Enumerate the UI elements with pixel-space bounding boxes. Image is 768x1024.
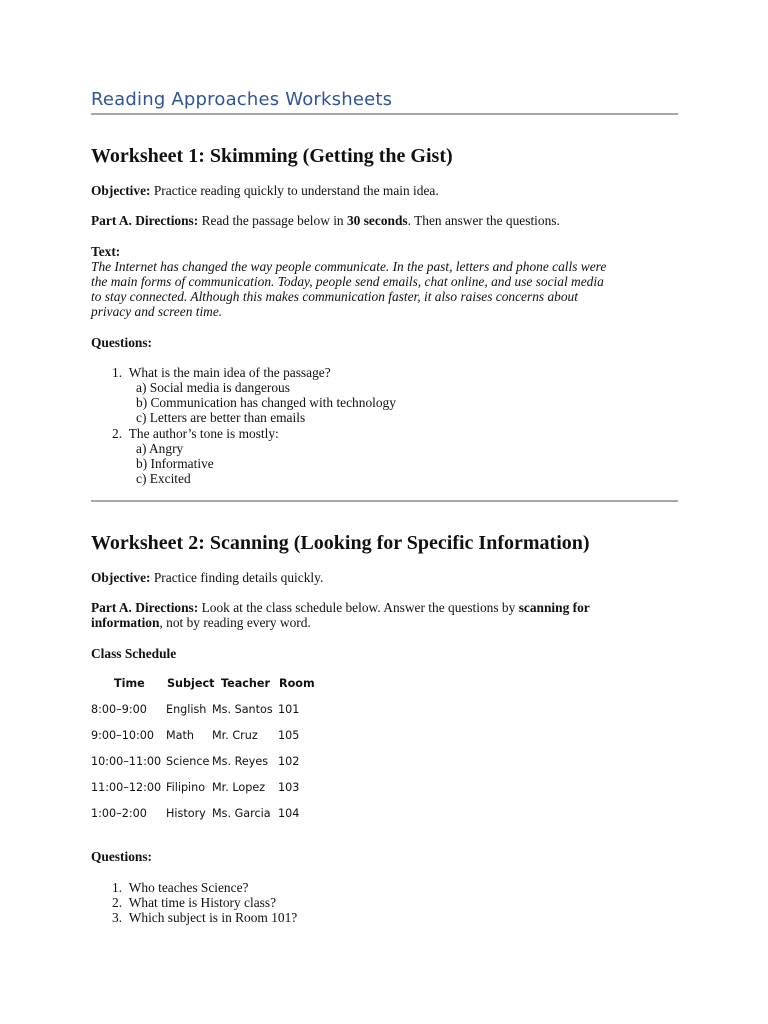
table-cell-room: 104 (278, 807, 300, 820)
table-cell-room: 101 (278, 703, 300, 716)
table-cell-teacher: Ms. Santos (212, 703, 273, 716)
objective-label: Objective: (91, 570, 151, 585)
question-2-option-a: a) Angry (136, 441, 184, 456)
question-1-option-a: a) Social media is dangerous (136, 380, 290, 395)
question-1 (112, 365, 331, 380)
table-cell-subject: English (166, 703, 207, 716)
table-header-teacher: Teacher (221, 677, 270, 690)
table-cell-time: 11:00–12:00 (91, 781, 162, 794)
table-header-room: Room (279, 677, 315, 690)
worksheet-2-heading: Worksheet 2: Scanning (Looking for Specific Information) (91, 532, 590, 554)
question-2 (112, 895, 276, 910)
objective-text: Practice reading quickly to understand the main idea. (150, 183, 439, 198)
question-number: 1. (112, 880, 123, 895)
schedule-label-row (91, 646, 678, 661)
table-cell-teacher: Mr. Cruz (212, 729, 258, 742)
question-text: The author’s tone is mostly: (128, 426, 279, 441)
table-cell-teacher: Mr. Lopez (212, 781, 266, 794)
section-divider (91, 500, 678, 502)
directions-emphasis: 30 seconds (346, 213, 408, 228)
table-cell-time: 1:00–2:00 (91, 807, 147, 820)
directions-text-end: . Then answer the questions. (407, 213, 560, 228)
question-1-option-c: c) Letters are better than emails (136, 410, 306, 425)
directions-label: Part A. Directions: (91, 213, 199, 228)
passage-line: the main forms of communication. Today, people send emails, chat online, and use social media (91, 274, 604, 289)
table-cell-subject: Filipino (166, 781, 206, 794)
table-cell-subject: History (166, 807, 206, 820)
title-divider (91, 113, 678, 115)
question-text: What time is History class? (128, 895, 277, 910)
directions-label: Part A. Directions: (91, 600, 199, 615)
worksheet-1-objective (91, 183, 678, 198)
question-text: Which subject is in Room 101? (128, 910, 298, 925)
passage-line: to stay connected. Although this makes communication faster, it also raises concerns about (91, 289, 578, 304)
table-cell-subject: Math (166, 729, 194, 742)
directions-text-end: , not by reading every word. (159, 615, 311, 630)
question-1-option-b: b) Communication has changed with technology (136, 395, 396, 410)
question-number: 2. (112, 895, 123, 910)
directions-emphasis-2: information (91, 615, 160, 630)
question-number: 3. (112, 910, 123, 925)
question-2-option-c: c) Excited (136, 471, 191, 486)
question-2 (112, 426, 279, 441)
question-3 (112, 910, 297, 925)
table-cell-room: 103 (278, 781, 300, 794)
passage-line: privacy and screen time. (91, 304, 223, 319)
table-header-subject: Subject (167, 677, 215, 690)
table-cell-time: 10:00–11:00 (91, 755, 162, 768)
worksheet-2-directions (91, 600, 678, 630)
text-label: Text: (91, 244, 121, 259)
table-cell-time: 8:00–9:00 (91, 703, 147, 716)
schedule-label: Class Schedule (91, 646, 177, 661)
table-cell-subject: Science (166, 755, 210, 768)
worksheet-1-directions (91, 213, 678, 228)
question-text: Who teaches Science? (128, 880, 249, 895)
table-cell-teacher: Ms. Garcia (212, 807, 271, 820)
table-header-time: Time (114, 677, 145, 690)
table-cell-time: 9:00–10:00 (91, 729, 154, 742)
directions-emphasis: scanning for (518, 600, 590, 615)
table-cell-room: 105 (278, 729, 300, 742)
question-number: 1. (112, 365, 123, 380)
worksheet-2-objective (91, 570, 678, 585)
directions-text: Read the passage below in (198, 213, 347, 228)
passage-line: The Internet has changed the way people communicate. In the past, letters and phone calls were (91, 259, 607, 274)
table-cell-teacher: Ms. Reyes (212, 755, 269, 768)
worksheet-1-questions-label (91, 335, 678, 350)
directions-text: Look at the class schedule below. Answer the questions by (198, 600, 519, 615)
worksheet-2-questions-label (91, 849, 678, 864)
worksheet-1-text-label (91, 244, 678, 259)
objective-text: Practice finding details quickly. (150, 570, 324, 585)
questions-label: Questions: (91, 849, 153, 864)
question-number: 2. (112, 426, 123, 441)
document-title: Reading Approaches Worksheets (91, 89, 393, 110)
objective-label: Objective: (91, 183, 151, 198)
questions-label: Questions: (91, 335, 153, 350)
table-cell-room: 102 (278, 755, 300, 768)
question-2-option-b: b) Informative (136, 456, 214, 471)
question-text: What is the main idea of the passage? (128, 365, 331, 380)
question-1 (112, 880, 248, 895)
worksheet-1-passage (91, 259, 678, 319)
worksheet-1-heading: Worksheet 1: Skimming (Getting the Gist) (91, 145, 453, 167)
